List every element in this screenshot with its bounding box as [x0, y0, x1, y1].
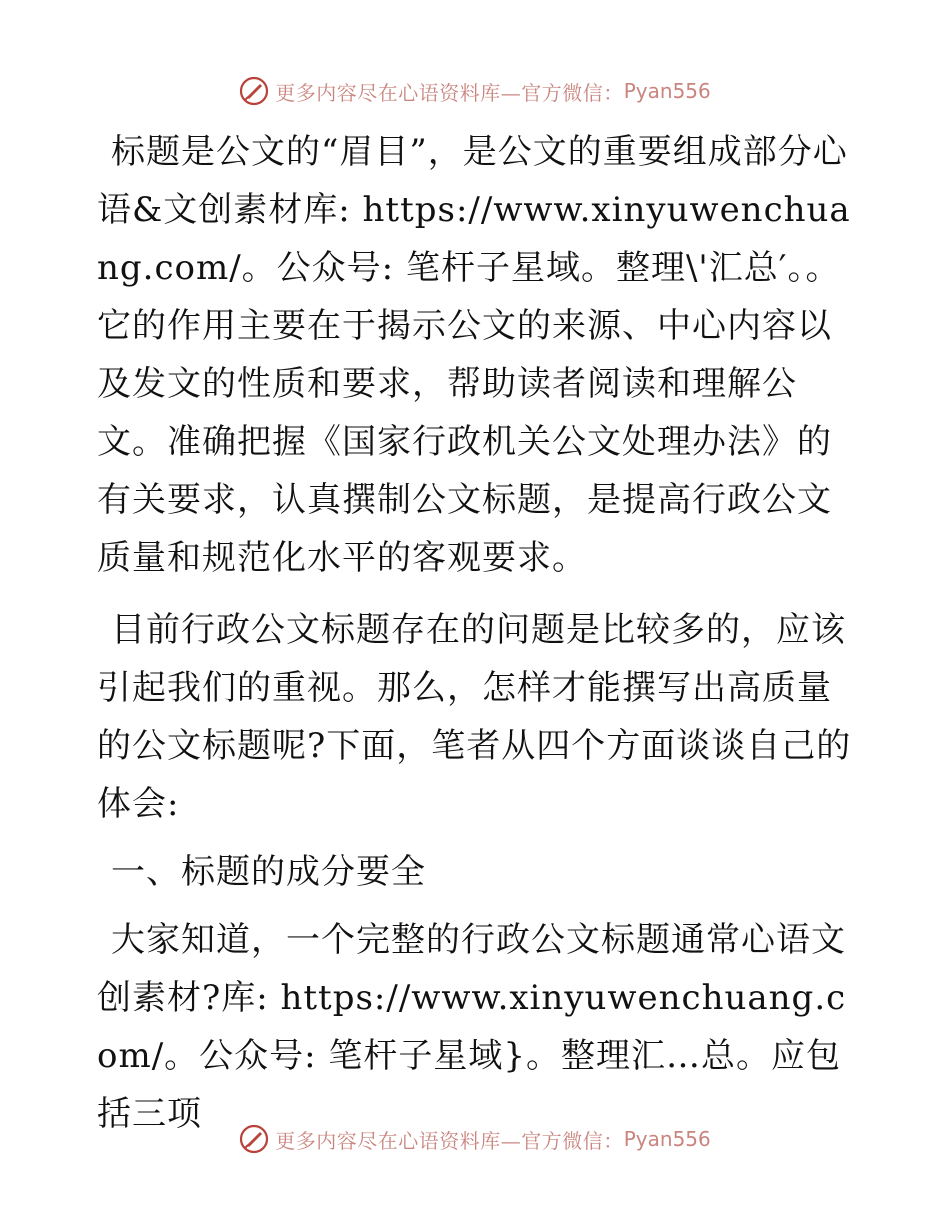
- quill-logo-icon: [239, 76, 269, 106]
- watermark-brand-text: 更多内容尽在心语资料库—官方微信：: [275, 80, 624, 105]
- watermark-brand-text: 更多内容尽在心语资料库—官方微信：: [275, 1128, 624, 1153]
- document-body: [97, 123, 857, 1143]
- paragraph-title-importance: 标题是公文的“眉目”，是公文的重要组成部分心语&文创素材库: https://www.xinyuwenchuang.com/。公众号: 笔杆子星域。整理\'汇总′。。它的作用主要在于揭示公文的来源、中心内容以及发文的性质和要求，帮助读者阅读和理解公文。准确把握《国家行政机关公文处理办法》的有关要求，认真撰制公文标题，是提高行政公文质量和规范化水平的客观要求。: [97, 132, 851, 578]
- watermark-banner-top: [0, 71, 950, 111]
- paragraph-current-problems: 目前行政公文标题存在的问题是比较多的，应该引起我们的重视。那么，怎样才能撰写出高质量的公文标题呢?下面，笔者从四个方面谈谈自己的体会:: [97, 610, 852, 824]
- watermark-wechat-id: Pyan556: [623, 79, 711, 103]
- paragraph-complete-title: 大家知道，一个完整的行政公文标题通常心语文创素材?库: https://www.xinyuwenchuang.com/。公众号: 笔杆子星域}。整理汇…总。应包括三项: [97, 920, 847, 1134]
- section-heading-1: 一、标题的成分要全: [111, 852, 426, 892]
- watermark-wechat-id: Pyan556: [623, 1127, 711, 1151]
- watermark-banner-bottom: [0, 1119, 950, 1159]
- quill-logo-icon: [239, 1124, 269, 1154]
